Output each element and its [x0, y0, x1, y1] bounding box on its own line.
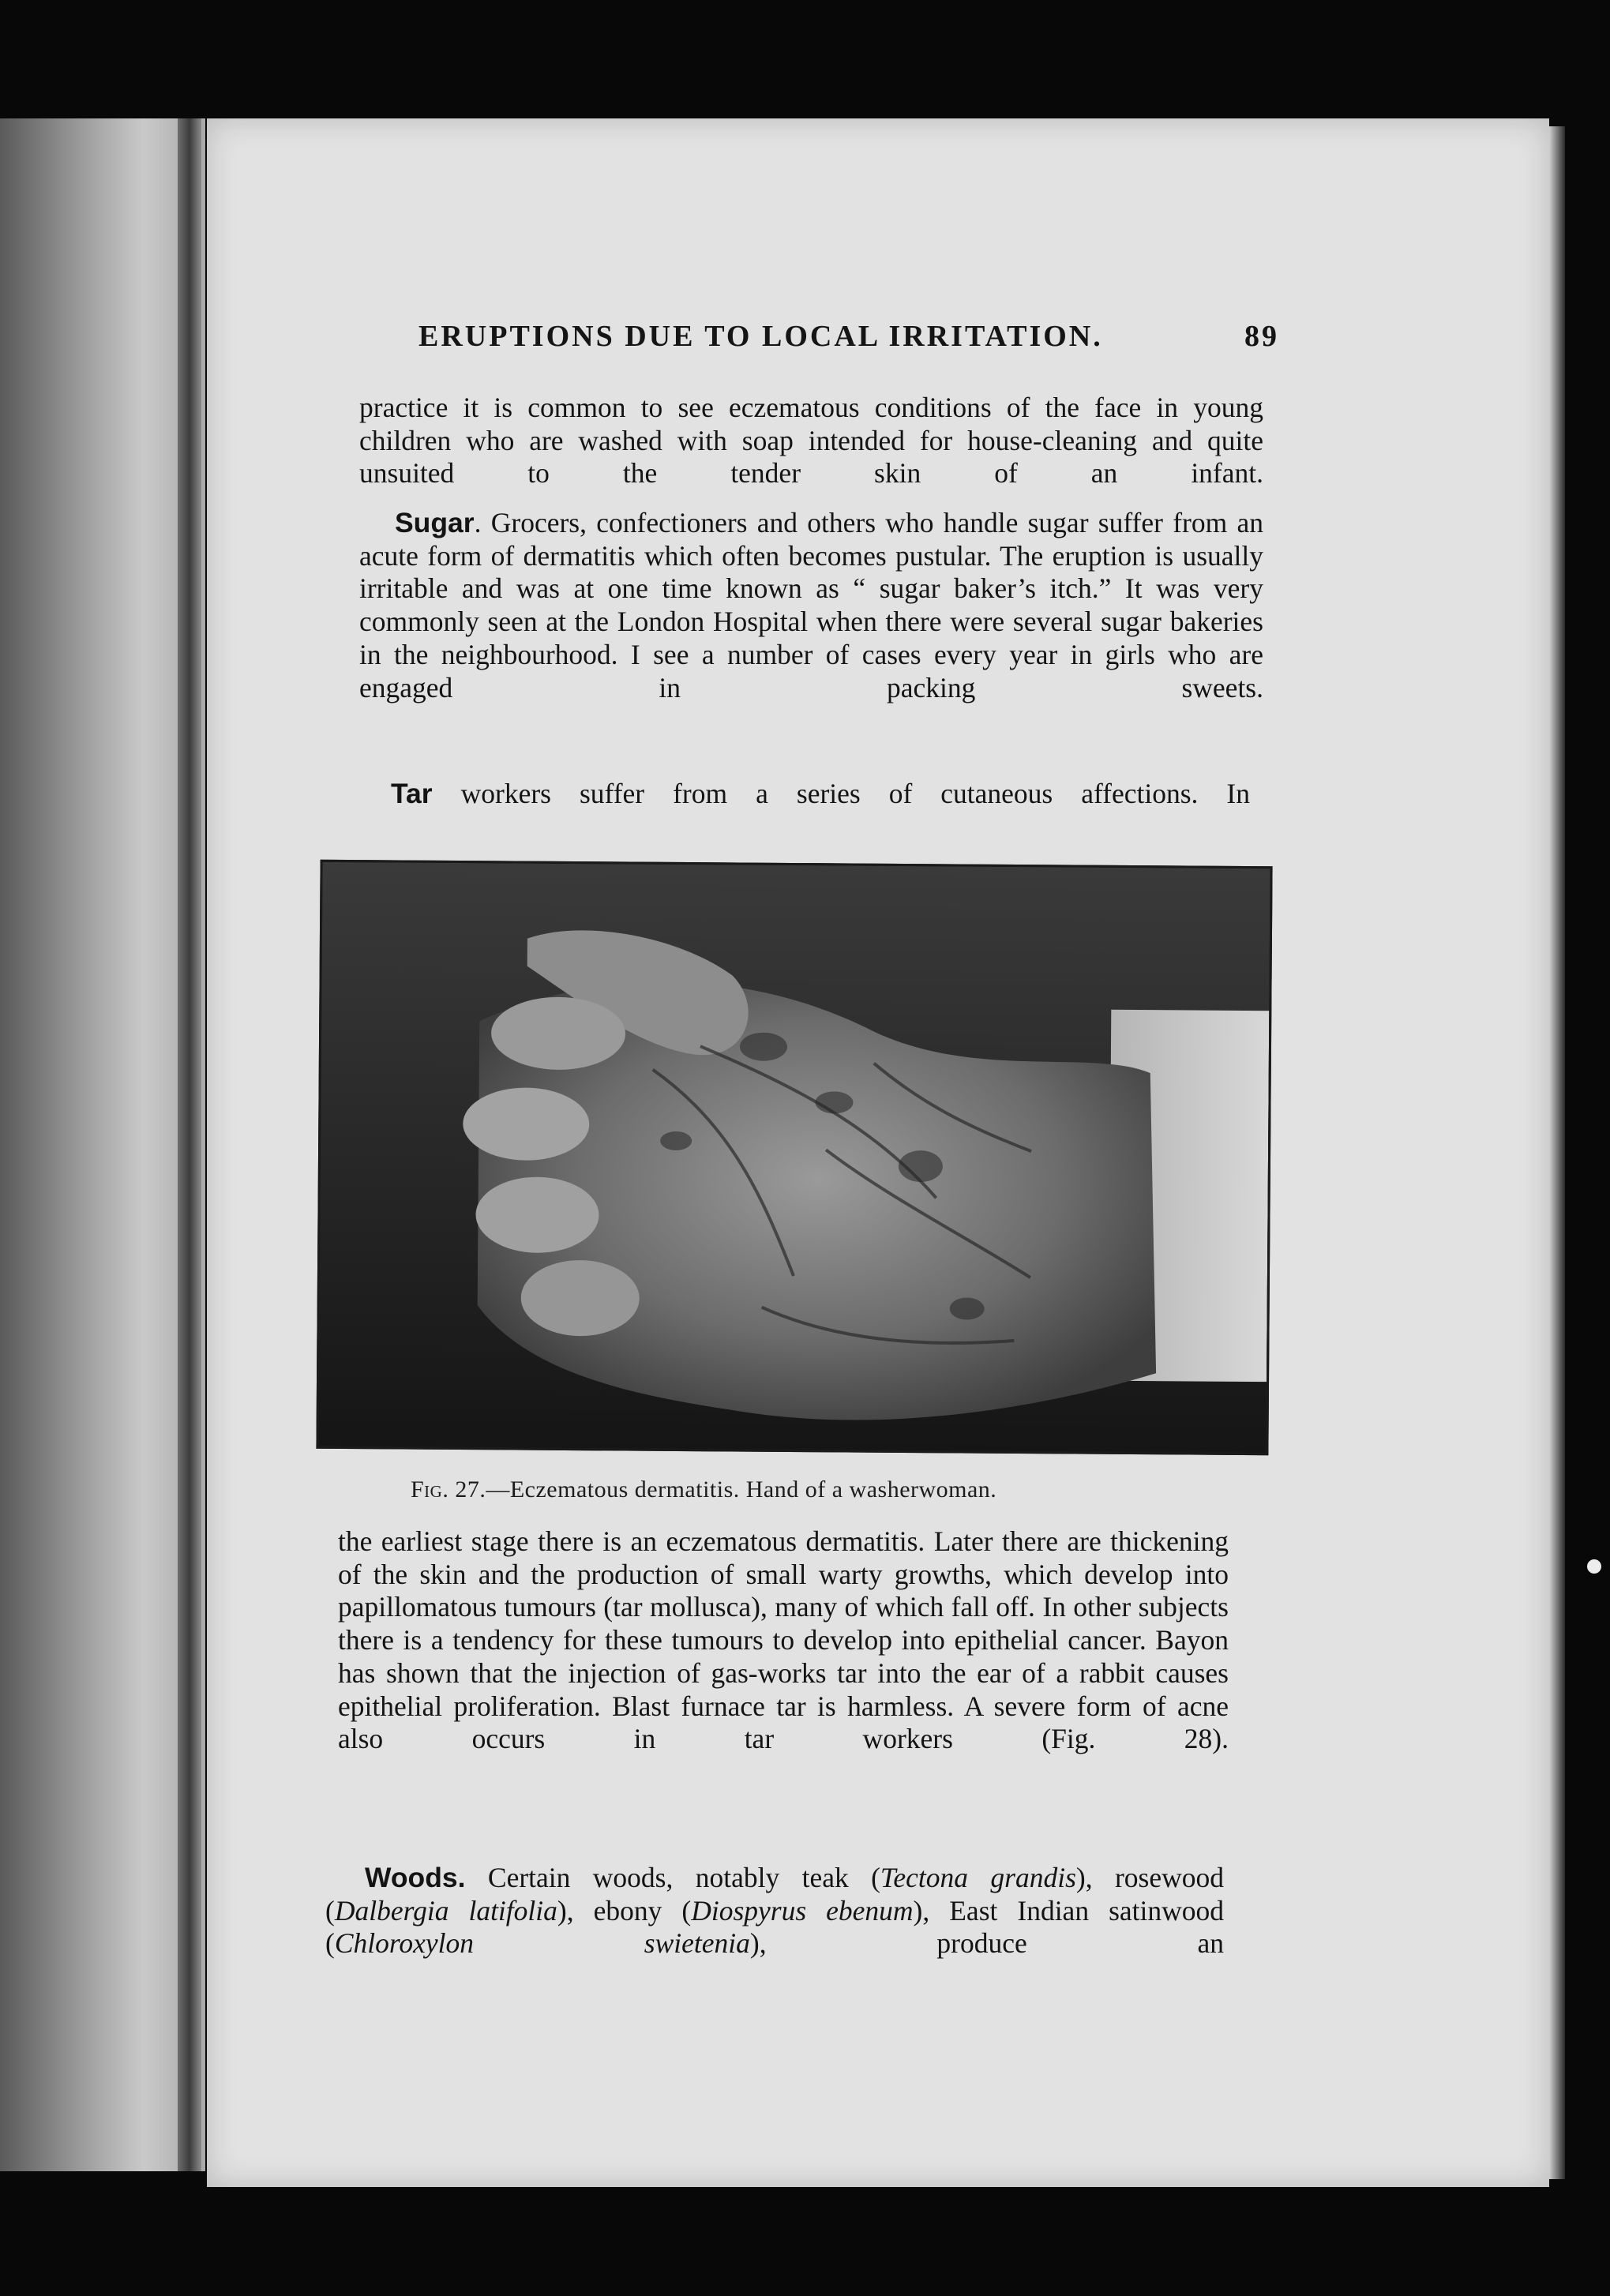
woods-species-ebony: Diospyrus ebenum [691, 1894, 914, 1926]
sugar-heading: Sugar [395, 507, 475, 538]
woods-text-c: ), ebony ( [557, 1894, 692, 1926]
woods-species-rosewood: Dalbergia latifolia [334, 1894, 557, 1926]
figure-caption-text: —Eczematous dermatitis. Hand of a washerwoman. [486, 1476, 997, 1503]
scan-spot [1587, 1559, 1601, 1574]
woods-heading: Woods. [365, 1862, 466, 1893]
running-head [418, 319, 1279, 366]
paragraph-tar [359, 778, 1250, 811]
figure-label: Fig. 27. [411, 1476, 486, 1503]
book-spine [178, 118, 201, 2171]
woods-species-teak: Tectona grandis [880, 1862, 1076, 1893]
paragraph-sugar-text: . Grocers, confectioners and others who handle sugar suffer from an acute form of dermatitis which often becomes pustular. The eruption is usually irritable and was at one time known as “ sugar baker’s itch.” It was very commonly seen at the London Hospital when there were several sugar bakeries in the neighbourhood. I see a number of cases every year in girls who are engaged in packing sweets. [359, 507, 1263, 703]
woods-species-satinwood: Chloroxylon swietenia [334, 1927, 750, 1960]
paragraph-tar-continued-text: the earliest stage there is an eczematous dermatitis. Later there are thickening of the skin and the production of small warty growths, which develop into papillomatous tumours (tar mollusca), many of which fall off. In other subjects there is a tendency for these tumours to develop into epithelial cancer. Bayon has shown that the injection of gas-works tar into the ear of a rabbit causes epithelial proliferation. Blast furnace tar is harmless. A severe form of acne also occurs in tar workers (Fig. 28). [338, 1525, 1229, 1755]
woods-text-b: ), rosewood ( [325, 1862, 1224, 1926]
woods-text-a: Certain woods, notably teak ( [465, 1862, 880, 1893]
paragraph-tar-text: workers suffer from a series of cutaneous affections. In [432, 778, 1250, 809]
paragraph-soap [359, 392, 1263, 490]
page-number: 89 [1244, 320, 1279, 353]
paragraph-tar-continued [338, 1525, 1229, 1756]
paragraph-soap-text: practice it is common to see eczematous conditions of the face in young children who are washed with soap intended for house-cleaning and quite unsuited to the tender skin of an infant. [359, 392, 1263, 490]
figure-caption [411, 1476, 1177, 1503]
woods-text-d: ), East Indian satinwood ( [325, 1894, 1225, 1960]
hand-photograph [318, 862, 1270, 1453]
left-page-edge [0, 118, 205, 2171]
paragraph-woods [325, 1862, 1224, 1960]
woods-text-e: ), produce an [749, 1927, 1225, 1960]
page-edge-shadow [1549, 126, 1565, 2179]
tar-heading: Tar [391, 778, 433, 809]
running-head-title: ERUPTIONS DUE TO LOCAL IRRITATION. [418, 320, 1103, 353]
figure-27-photograph [316, 860, 1272, 1455]
paragraph-sugar [359, 507, 1263, 704]
